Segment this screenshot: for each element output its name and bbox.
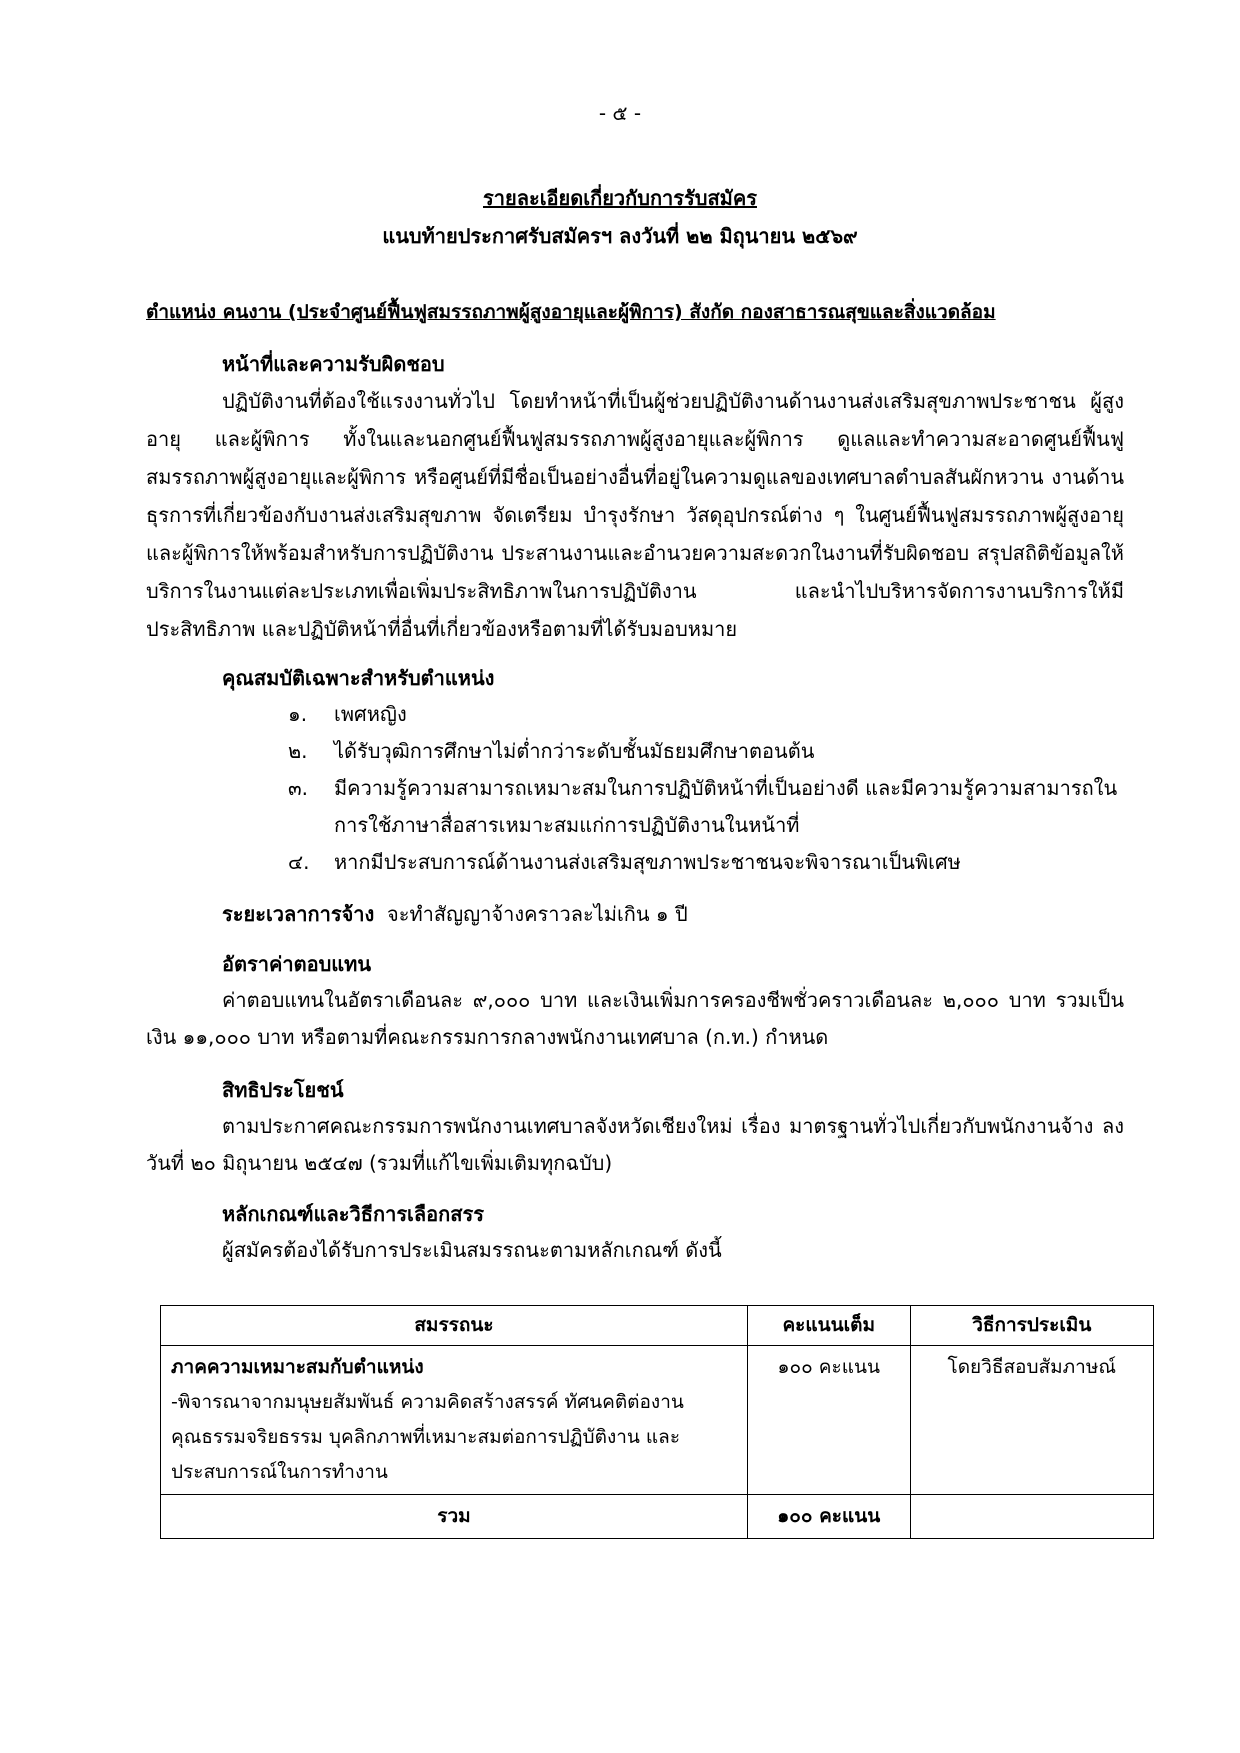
selection-heading: หลักเกณฑ์และวิธีการเลือกสรร <box>222 1202 484 1226</box>
benefits-text: ตามประกาศคณะกรรมการพนักงานเทศบาลจังหวัดเชียงใหม่ เรื่อง มาตรฐานทั่วไปเกี่ยวกับพนักงานจ้าง ลงวันที่ ๒๐ มิถุนายน ๒๕๔๗ (รวมที่แก้ไขเพิ่มเติมทุกฉบับ) <box>146 1114 1124 1175</box>
competency-cell <box>161 1346 748 1495</box>
column-header-competency: สมรรถนะ <box>161 1306 748 1346</box>
position-line: ตำแหน่ง คนงาน (ประจำศูนย์ฟื้นฟูสมรรถภาพผู้สูงอายุและผู้พิการ) สังกัด กองสาธารณสุขและสิ่งแวดล้อม <box>146 301 996 323</box>
list-item-number: ๒. <box>288 739 308 763</box>
qualifications-list <box>288 696 1128 881</box>
list-item-text: มีความรู้ความสามารถเหมาะสมในการปฏิบัติหน้าที่เป็นอย่างดี และมีความรู้ความสามารถในการใช้ภาษาสื่อสารเหมาะสมแก่การปฏิบัติงานในหน้าที่ <box>334 776 1118 837</box>
list-item <box>288 696 1128 733</box>
list-item-number: ๓. <box>288 776 309 800</box>
selection-text: ผู้สมัครต้องได้รับการประเมินสมรรถนะตามหลักเกณฑ์ ดังนี้ <box>222 1238 722 1262</box>
column-header-method: วิธีการประเมิน <box>910 1306 1153 1346</box>
compensation-heading: อัตราค่าตอบแทน <box>222 952 372 976</box>
qualifications-heading: คุณสมบัติเฉพาะสำหรับตำแหน่ง <box>222 666 495 690</box>
list-item <box>288 844 1128 881</box>
list-item-number: ๔. <box>288 850 310 874</box>
list-item-text: ได้รับวุฒิการศึกษาไม่ต่ำกว่าระดับชั้นมัธยมศึกษาตอนต้น <box>334 739 815 763</box>
table-row <box>161 1346 1154 1495</box>
list-item <box>288 733 1128 770</box>
table-header-row <box>161 1306 1154 1346</box>
list-item-number: ๑. <box>288 702 308 726</box>
competency-detail: -พิจารณาจากมนุษยสัมพันธ์ ความคิดสร้างสรรค์ ทัศนคติต่องาน คุณธรรมจริยธรรม บุคลิกภาพที่เหมาะสมต่อการปฏิบัติงาน และประสบการณ์ในการทำงาน <box>171 1391 684 1483</box>
list-item-text: หากมีประสบการณ์ด้านงานส่งเสริมสุขภาพประชาชนจะพิจารณาเป็นพิเศษ <box>334 850 961 874</box>
competency-title: ภาคความเหมาะสมกับตำแหน่ง <box>171 1356 424 1378</box>
competency-table <box>160 1305 1154 1539</box>
total-label: รวม <box>161 1495 748 1539</box>
column-header-full-score: คะแนนเต็ม <box>747 1306 910 1346</box>
duties-heading: หน้าที่และความรับผิดชอบ <box>222 352 445 376</box>
compensation-text: ค่าตอบแทนในอัตราเดือนละ ๙,๐๐๐ บาท และเงินเพิ่มการครองชีพชั่วคราวเดือนละ ๒,๐๐๐ บาท รวมเป็นเงิน ๑๑,๐๐๐ บาท หรือตามที่คณะกรรมการกลางพนักงานเทศบาล (ก.ท.) กำหนด <box>146 988 1124 1049</box>
table-total-row <box>161 1495 1154 1539</box>
method-cell: โดยวิธีสอบสัมภาษณ์ <box>910 1346 1153 1495</box>
document-subtitle: แนบท้ายประกาศรับสมัครฯ ลงวันที่ ๒๒ มิถุนายน ๒๕๖๙ <box>382 224 858 248</box>
duties-text: ปฏิบัติงานที่ต้องใช้แรงงานทั่วไป โดยทำหน้าที่เป็นผู้ช่วยปฏิบัติงานด้านงานส่งเสริมสุขภาพประชาชน ผู้สูงอายุ และผู้พิการ ทั้งในและนอกศูนย์ฟื้นฟูสมรรถภาพผู้สูงอายุและผู้พิการ ดูแลและทำความสะอาดศูนย์ฟื้นฟูสมรรถภาพผู้สูงอายุและผู้พิการ หรือศูนย์ที่มีชื่อเป็นอย่างอื่นที่อยู่ในความดูแลของเทศบาลตำบลสันผักหวาน งานด้านธุรการที่เกี่ยวข้องกับงานส่งเสริมสุขภาพ จัดเตรียม บำรุงรักษา วัสดุอุปกรณ์ต่าง ๆ ในศูนย์ฟื้นฟูสมรรถภาพผู้สูงอายุและผู้พิการให้พร้อมสำหรับการปฏิบัติงาน ประสานงานและอำนวยความสะดวกในงานที่รับผิดชอบ สรุปสถิติข้อมูลให้บริการในงานแต่ละประเภทเพื่อเพิ่มประสิทธิภาพในการปฏิบัติงาน และนำไปบริหารจัดการงานบริการให้มีประสิทธิภาพ และปฏิบัติหน้าที่อื่นที่เกี่ยวข้องหรือตามที่ได้รับมอบหมาย <box>146 389 1124 641</box>
total-score: ๑๐๐ คะแนน <box>747 1495 910 1539</box>
list-item <box>288 770 1128 844</box>
total-method <box>910 1495 1153 1539</box>
employment-period-heading: ระยะเวลาการจ้าง <box>222 902 375 926</box>
document-title: รายละเอียดเกี่ยวกับการรับสมัคร <box>483 186 757 210</box>
employment-period-text: จะทำสัญญาจ้างคราวละไม่เกิน ๑ ปี <box>387 902 688 926</box>
score-cell: ๑๐๐ คะแนน <box>747 1346 910 1495</box>
list-item-text: เพศหญิง <box>334 702 407 726</box>
employment-period <box>222 896 688 933</box>
benefits-heading: สิทธิประโยชน์ <box>222 1078 344 1102</box>
page-number: - ๕ - <box>598 101 642 125</box>
